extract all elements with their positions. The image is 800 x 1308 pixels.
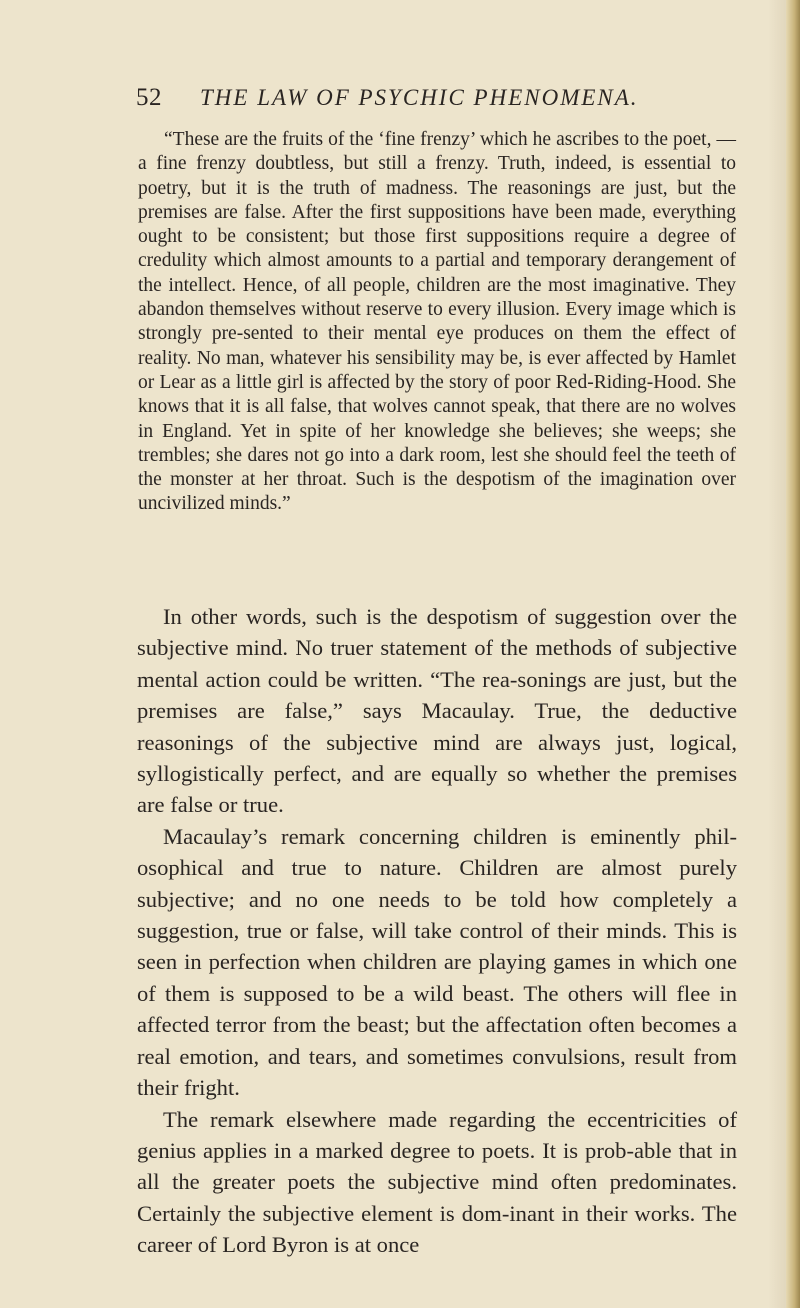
block-quote <box>138 128 736 517</box>
body-paragraph-3: The remark elsewhere made regarding the eccentricities of genius applies in a marked degree to poets. It is prob-able that in all the greater poets the subjective mind often predominates. Certainly the subjective element is dom-inant in their works. The career of Lord Byron is at once <box>137 1106 737 1258</box>
body-paragraph-1: In other words, such is the despotism of suggestion over the subjective mind. No truer statement of the methods of subjective mental action could be written. “The rea-sonings are just, but the premises are false,” says Macaulay. True, the deductive reasonings of the subjective mind are always just, logical, syllogistically perfect, and are equally so whether the premises are false or true. <box>137 604 737 818</box>
running-head <box>136 80 736 116</box>
page-number: 52 <box>136 84 162 111</box>
body-text <box>137 601 737 1261</box>
body-paragraph-2: Macaulay’s remark concerning children is eminently phil-osophical and true to nature. Children are almost purely subjective; and no one needs to be told how completely a suggestion, true or false, will take control of their minds. This is seen in perfection when children are playing games in which one of them is supposed to be a wild beast. The others will flee in affected terror from the beast; but the affectation often becomes a real emotion, and tears, and sometimes convulsions, result from their fright. <box>137 823 737 1101</box>
quote-paragraph: “These are the fruits of the ‘fine frenzy’ which he ascribes to the poet, — a fine frenzy doubtless, but still a frenzy. Truth, indeed, is essential to poetry, but it is the truth of madness. The reasonings are just, but the premises are false. After the first suppositions have been made, everything ought to be consistent; but those first suppositions require a degree of credulity which almost amounts to a partial and temporary derangement of the intellect. Hence, of all people, children are the most imaginative. They abandon themselves without reserve to every illusion. Every image which is strongly pre-sented to their mental eye produces on them the effect of reality. No man, whatever his sensibility may be, is ever affected by Hamlet or Lear as a little girl is affected by the story of poor Red-Riding-Hood. She knows that it is all false, that wolves cannot speak, that there are no wolves in England. Yet in spite of her knowledge she believes; she weeps; she trembles; she dares not go into a dark room, lest she should feel the teeth of the monster at her throat. Such is the despotism of the imagination over uncivilized minds.” <box>138 129 736 515</box>
page-edge <box>786 0 800 1308</box>
running-title: THE LAW OF PSYCHIC PHENOMENA. <box>200 85 639 110</box>
